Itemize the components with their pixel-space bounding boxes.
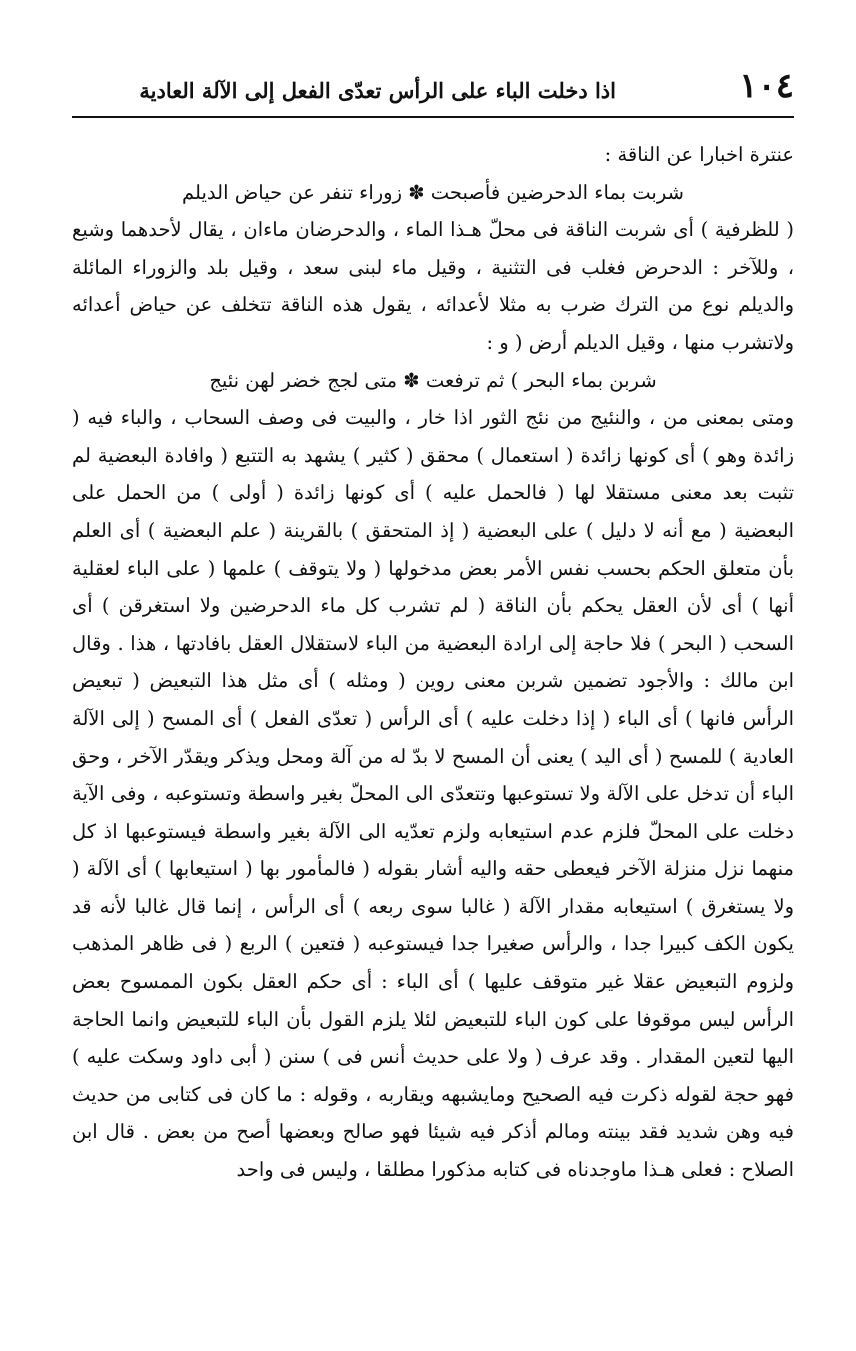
- page-body: [72, 136, 794, 1189]
- running-header-title: اذا دخلت الباء على الرأس تعدّى الفعل إلى الآلة العادية: [139, 78, 616, 103]
- page-number: ١٠٤: [739, 66, 794, 106]
- poetry-verse: شربن بماء البحر ) ثم ترفعت ✽ متى لجج خضر لهن نئيج: [209, 368, 657, 392]
- commentary-paragraph: ومتى بمعنى من ، والنئيج من نئج الثور اذا خار ، والبيت فى وصف السحاب ، والباء فيه ( زائدة وهو ) أى كونها زائدة ( استعمال ) محقق ( كثير ) يشهد به التتبع ( وافادة البعضية لم تثبت بعد معنى مستقلا لها ( فالحمل عليه ) أى كونها زائدة ( أولى ) من الحمل على البعضية ( مع أنه لا دليل ) على البعضية ( إذ المتحقق ) بالقرينة ( علم البعضية ) أى العلم بأن متعلق الحكم بحسب نفس الأمر بعض مدخولها ( ولا يتوقف ) علمها ( على الباء لعقلية أنها ) أى لأن العقل يحكم بأن الناقة ( لم تشرب كل ماء الدحرضين ولا استغرقن ) أى السحب ( البحر ) فلا حاجة إلى ارادة البعضية من الباء لاستقلال العقل بافادتها ، هذا . وقال ابن مالك : والأجود تضمين شربن معنى روين ( ومثله ) أى مثل هذا التبعيض ( تبعيض الرأس فانها ) أى الباء ( إذا دخلت عليه ) أى الرأس ( تعدّى الفعل ) أى المسح ( إلى الآلة العادية ) للمسح ( أى اليد ) يعنى أن المسح لا بدّ له من آلة ومحل ويذكر ويقدّر الآخر ، وحق الباء أن تدخل على الآلة ولا تستوعبها وتتعدّى الى المحلّ بغير واسطة وتستوعبه ، وفى الآية دخلت على المحلّ فلزم عدم استيعابه ولزم تعدّيه الى الآلة بغير واسطة فيستوعبها اذ كل منهما نزل منزلة الآخر فيعطى حقه واليه أشار بقوله ( فالمأمور بها ( استيعابها ) أى الآلة ( ولا يستغرق ) استيعابه مقدار الآلة ( غالبا سوى ربعه ) أى الرأس ، إنما قال غالبا لأنه قد يكون الكف كبيرا جدا ، والرأس صغيرا جدا فيستوعبه ( فتعين ) الربع ( فى ظاهر المذهب ولزوم التبعيض عقلا غير متوقف عليها ) أى الباء : أى حكم العقل بكون الممسوح بعض الرأس ليس موقوفا على كون الباء للتبعيض لئلا يلزم القول بأن الباء للتبعيض وانما الحاجة اليها لتعين المقدار . وقد عرف ( ولا على حديث أنس فى ) سنن ( أبى داود وسكت عليه ) فهو حجة لقوله ذكرت فيه الصحيح ومايشبهه ويقاربه ، وقوله : ما كان فى كتابى من حديث فيه وهن شديد فقد بينته ومالم أذكر فيه شيئا فهو صالح وبعضها أصح من بعض . قال ابن الصلاح : فعلى هـذا ماوجدناه فى كتابه مذكورا مطلقا ، وليس فى واحد: [72, 406, 794, 1182]
- intro-line: عنترة اخبارا عن الناقة :: [604, 143, 794, 166]
- header-divider: [72, 116, 794, 118]
- running-header: [72, 58, 794, 116]
- poetry-verse: شربت بماء الدحرضين فأصبحت ✽ زوراء تنفر عن حياض الديلم: [182, 180, 684, 204]
- commentary-paragraph: ( للظرفية ) أى شربت الناقة فى محلّ هـذا الماء ، والدحرضان ماءان ، يقال لأحدهما وشيع ، وللآخر : الدحرض فغلب فى التثنية ، وقيل ماء لبنى سعد ، وقيل بلد والزوراء المائلة والديلم نوع من الترك ضرب به مثلا لأعدائه ، يقول هذه الناقة تتخلف عن حياض أعدائه ولاتشرب منها ، وقيل الديلم أرض ( و :: [72, 218, 794, 354]
